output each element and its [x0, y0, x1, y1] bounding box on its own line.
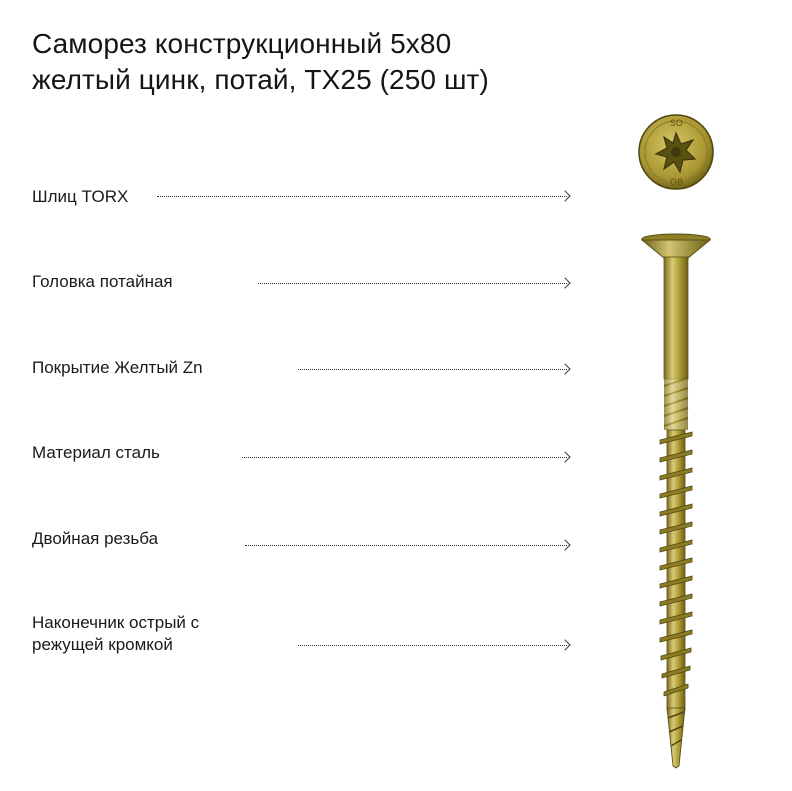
product-title-line-1: Саморез конструкционный 5х80 [32, 28, 452, 59]
feature-line: Двойная резьба [32, 529, 159, 548]
svg-text:SO: SO [670, 119, 683, 129]
svg-text:OB: OB [670, 178, 684, 188]
product-title-line-2: желтый цинк, потай, TX25 (250 шт) [32, 64, 489, 95]
feature-line: режущей кромкой [32, 635, 173, 654]
feature-line: Материал сталь [32, 443, 160, 462]
feature-line: Наконечник острый с [32, 613, 200, 632]
feature-line: Покрытие Желтый Zn [32, 358, 203, 377]
feature-line: Шлиц TORX [32, 187, 129, 206]
screw-side-view [642, 234, 710, 768]
screw-head-top-view [639, 115, 713, 189]
feature-line: Головка потайная [32, 272, 173, 291]
